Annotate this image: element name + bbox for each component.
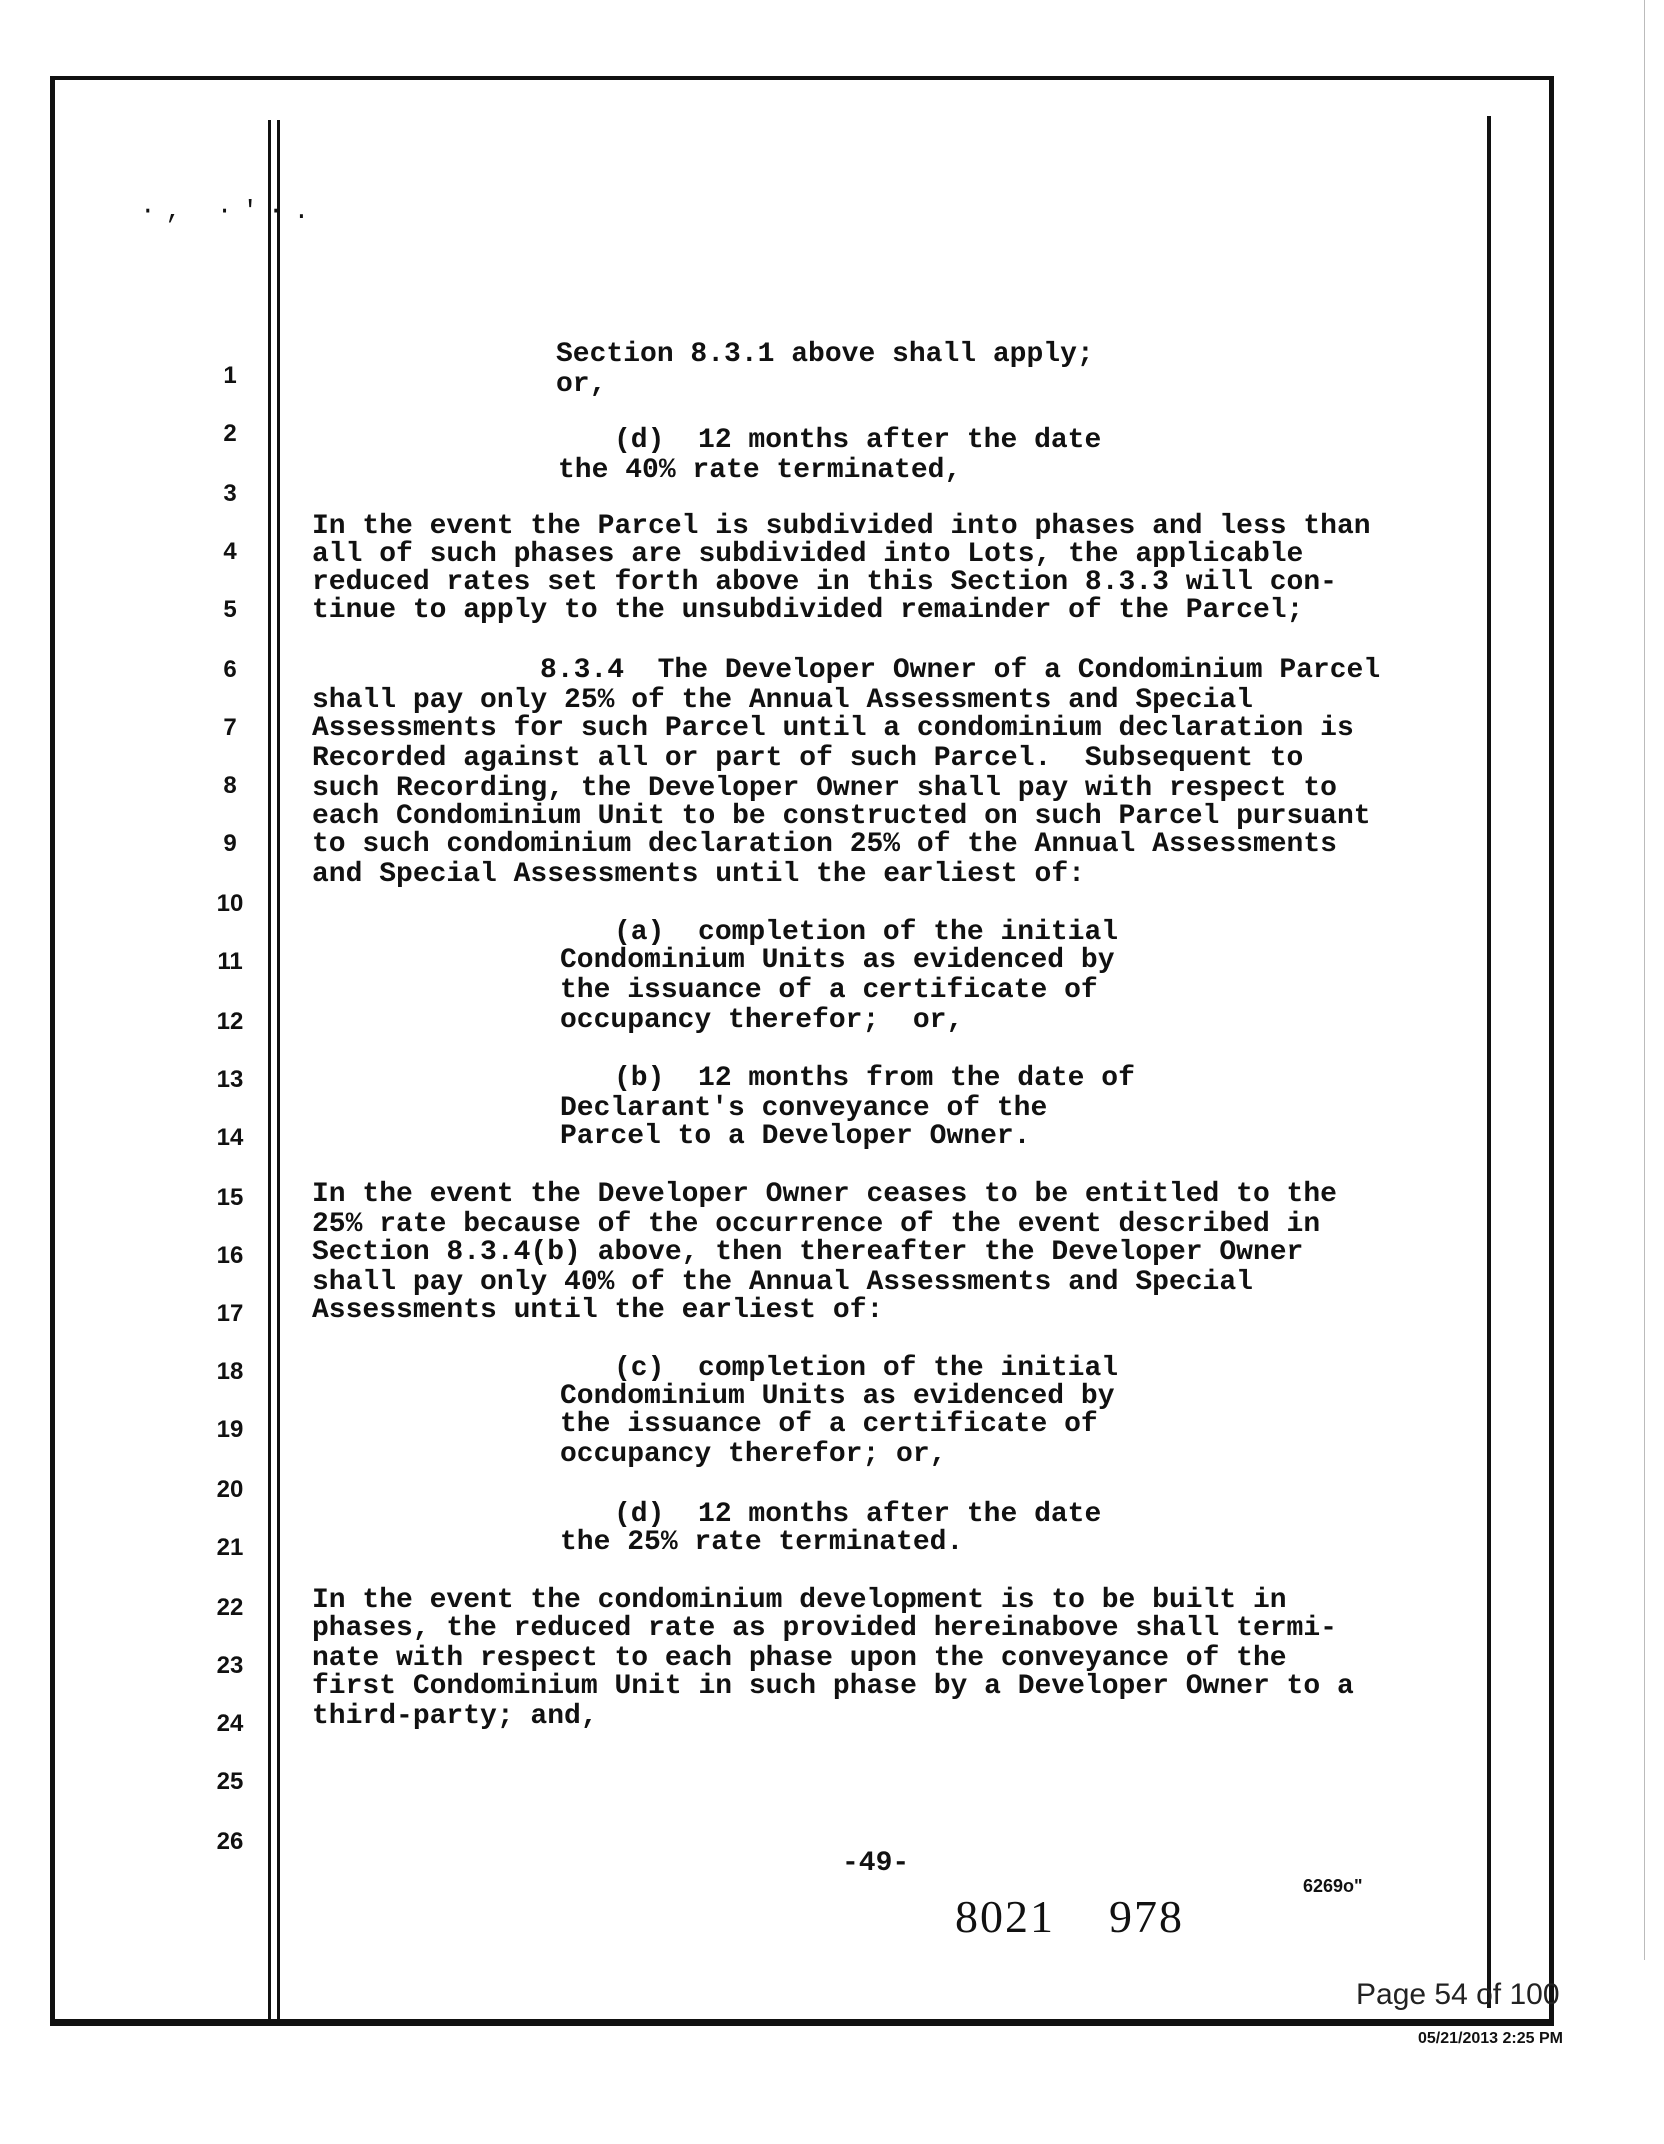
line-number: 26 bbox=[216, 1828, 244, 1855]
line-number: 23 bbox=[216, 1652, 244, 1679]
text-line: the issuance of a certificate of bbox=[560, 1409, 1098, 1440]
text-line: Recorded against all or part of such Parcel. Subsequent to bbox=[312, 743, 1304, 774]
text-line: Section 8.3.1 above shall apply; bbox=[556, 339, 1094, 370]
line-number: 15 bbox=[216, 1184, 244, 1211]
text-line: nate with respect to each phase upon the conveyance of the bbox=[312, 1643, 1287, 1674]
text-line: (d) 12 months after the date bbox=[614, 425, 1102, 456]
text-line: (d) 12 months after the date bbox=[614, 1499, 1102, 1530]
text-line: phases, the reduced rate as provided hereinabove shall termi- bbox=[312, 1613, 1337, 1644]
book-page-stamp: 8021 978 bbox=[955, 1891, 1184, 1942]
text-line: (b) 12 months from the date of bbox=[614, 1063, 1135, 1094]
text-line: 8.3.4 The Developer Owner of a Condominium Parcel bbox=[540, 655, 1381, 686]
line-number: 19 bbox=[216, 1416, 244, 1443]
line-number: 21 bbox=[216, 1534, 244, 1561]
text-line: the 25% rate terminated. bbox=[560, 1527, 964, 1558]
text-line: third-party; and, bbox=[312, 1701, 598, 1732]
text-line: shall pay only 40% of the Annual Assessments and Special bbox=[312, 1267, 1253, 1298]
text-line: Condominium Units as evidenced by bbox=[560, 945, 1115, 976]
page-count: Page 54 of 100 bbox=[1356, 1978, 1560, 2011]
line-number: 9 bbox=[223, 830, 237, 857]
text-line: reduced rates set forth above in this Section 8.3.3 will con- bbox=[312, 567, 1337, 598]
line-number: 22 bbox=[216, 1594, 244, 1621]
text-line: Section 8.3.4(b) above, then thereafter the Developer Owner bbox=[312, 1237, 1304, 1268]
text-line: tinue to apply to the unsubdivided remainder of the Parcel; bbox=[312, 595, 1304, 626]
line-number: 3 bbox=[223, 480, 237, 507]
line-number: 7 bbox=[223, 714, 237, 741]
text-line: the issuance of a certificate of bbox=[560, 975, 1098, 1006]
line-number: 14 bbox=[216, 1124, 244, 1151]
line-number: 8 bbox=[223, 772, 237, 799]
text-line: shall pay only 25% of the Annual Assessments and Special bbox=[312, 685, 1253, 716]
text-line: each Condominium Unit to be constructed on such Parcel pursuant bbox=[312, 801, 1371, 832]
line-number: 24 bbox=[216, 1710, 244, 1737]
text-line: to such condominium declaration 25% of the Annual Assessments bbox=[312, 829, 1337, 860]
text-line: or, bbox=[556, 369, 607, 400]
line-number: 17 bbox=[216, 1300, 244, 1327]
text-line: In the event the Developer Owner ceases to be entitled to the bbox=[312, 1179, 1337, 1210]
line-number: 6 bbox=[223, 656, 237, 683]
line-number: 1 bbox=[223, 362, 237, 389]
line-number: 4 bbox=[223, 538, 237, 565]
line-number: 20 bbox=[216, 1476, 244, 1503]
text-line: (a) completion of the initial bbox=[614, 917, 1119, 948]
timestamp: 05/21/2013 2:25 PM bbox=[1418, 2030, 1563, 2047]
text-line: 25% rate because of the occurrence of the event described in bbox=[312, 1209, 1321, 1240]
text-line: all of such phases are subdivided into Lots, the applicable bbox=[312, 539, 1304, 570]
line-number: 25 bbox=[216, 1768, 244, 1795]
line-number: 5 bbox=[223, 596, 237, 623]
text-line: Assessments for such Parcel until a condominium declaration is bbox=[312, 713, 1354, 744]
margin-marks: ·, ·'·. bbox=[140, 196, 320, 226]
document-code: 6269o" bbox=[1303, 1876, 1363, 1896]
line-number: 2 bbox=[223, 420, 237, 447]
text-line: occupancy therefor; or, bbox=[560, 1439, 947, 1470]
line-number: 10 bbox=[216, 890, 244, 917]
text-line: Parcel to a Developer Owner. bbox=[560, 1121, 1031, 1152]
text-line: In the event the condominium development is to be built in bbox=[312, 1585, 1287, 1616]
text-line: the 40% rate terminated, bbox=[558, 455, 962, 486]
text-line: and Special Assessments until the earliest of: bbox=[312, 859, 1085, 890]
text-line: such Recording, the Developer Owner shall pay with respect to bbox=[312, 773, 1337, 804]
line-number: 11 bbox=[217, 948, 243, 975]
line-number: 13 bbox=[216, 1066, 244, 1093]
line-number: 12 bbox=[216, 1008, 244, 1035]
text-line: Assessments until the earliest of: bbox=[312, 1295, 884, 1326]
page-number: -49- bbox=[842, 1848, 910, 1879]
text-line: first Condominium Unit in such phase by a Developer Owner to a bbox=[312, 1671, 1354, 1702]
line-number: 18 bbox=[216, 1358, 244, 1385]
text-line: (c) completion of the initial bbox=[614, 1353, 1119, 1384]
text-line: occupancy therefor; or, bbox=[560, 1005, 964, 1036]
text-line: Declarant's conveyance of the bbox=[560, 1093, 1048, 1124]
text-line: In the event the Parcel is subdivided into phases and less than bbox=[312, 511, 1371, 542]
text-line: Condominium Units as evidenced by bbox=[560, 1381, 1115, 1412]
line-number: 16 bbox=[216, 1242, 244, 1269]
